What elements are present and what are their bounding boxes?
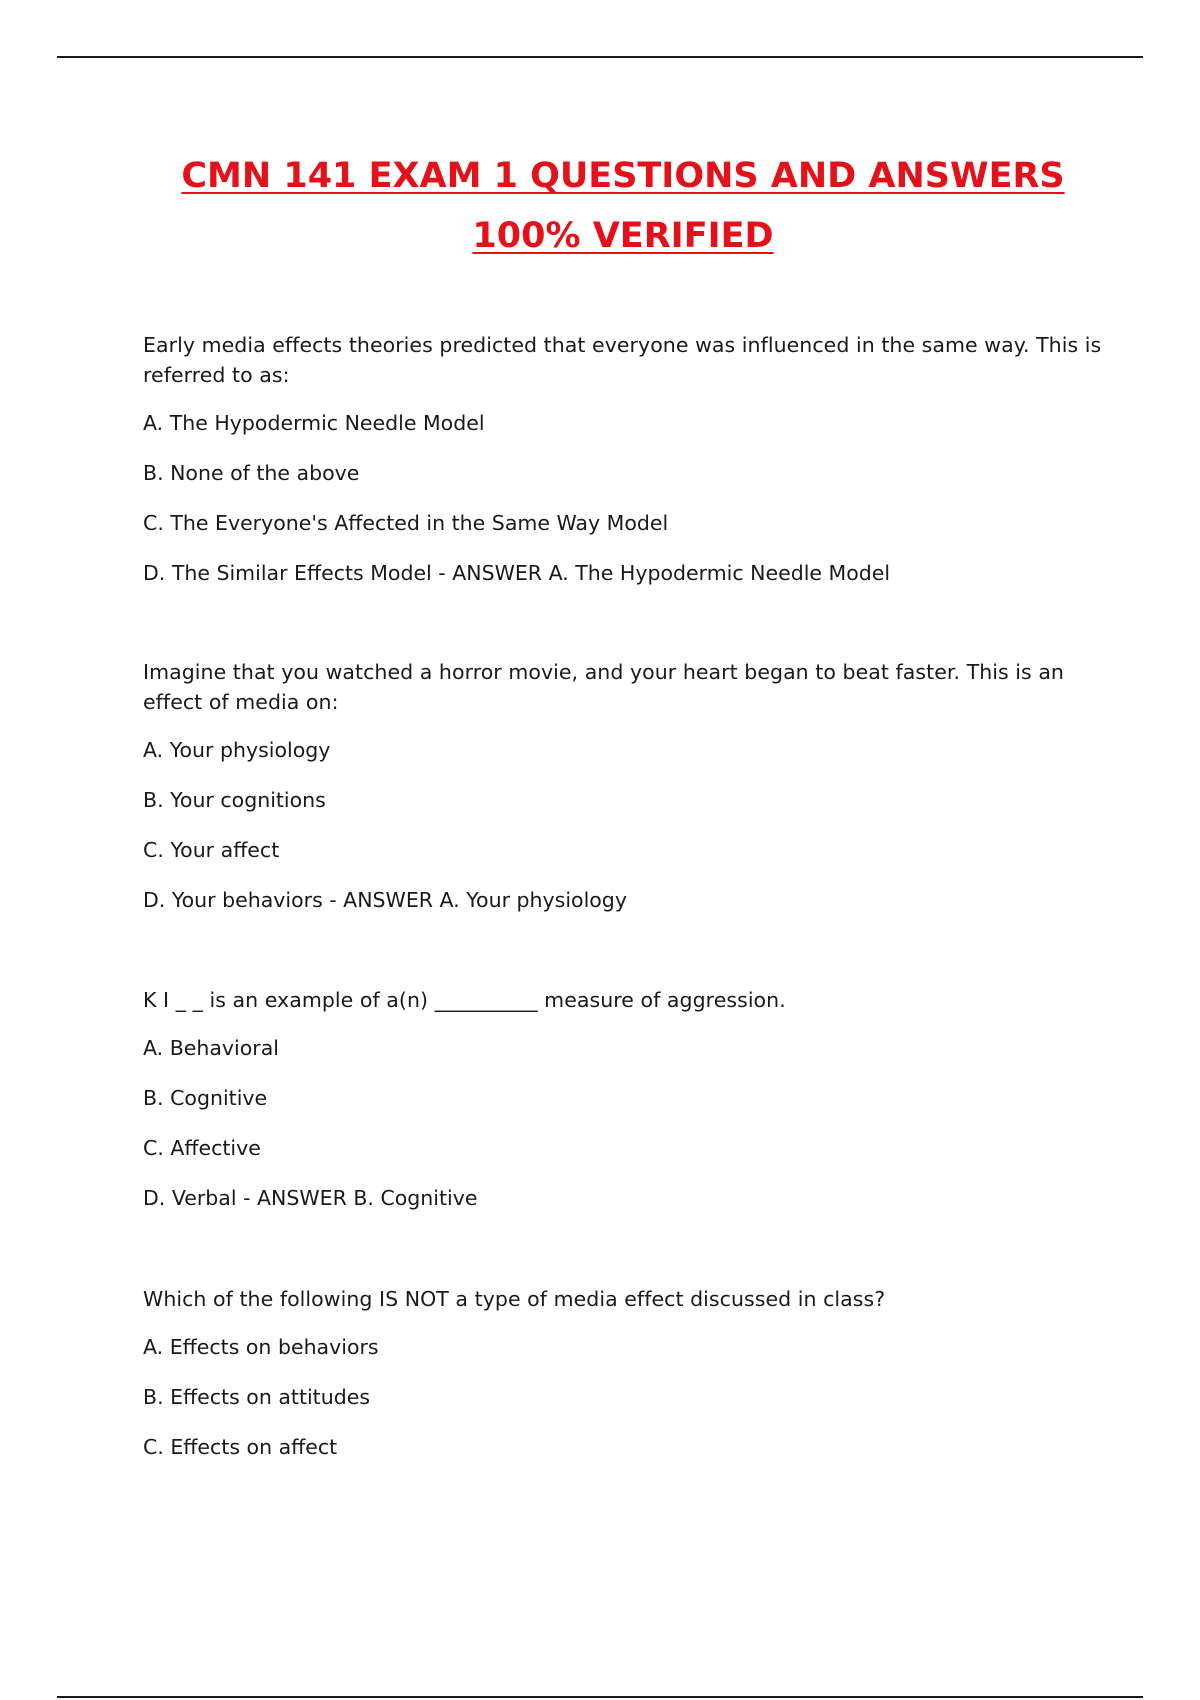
answer-option: A. Your physiology xyxy=(143,738,331,762)
answer-option-with-answer: D. The Similar Effects Model - ANSWER A. The Hypodermic Needle Model xyxy=(143,561,891,585)
question-text: Which of the following IS NOT a type of media effect discussed in class? xyxy=(143,1287,886,1311)
question-text: Early media effects theories predicted that everyone was influenced in the same way. This is referred to as: xyxy=(143,333,1102,387)
answer-option: C. Effects on affect xyxy=(143,1435,338,1459)
answer-option: A. Effects on behaviors xyxy=(143,1335,379,1359)
question-text: Imagine that you watched a horror movie, and your heart began to beat faster. This is an effect of media on: xyxy=(143,660,1064,714)
title-line-1: CMN 141 EXAM 1 QUESTIONS AND ANSWERS xyxy=(181,156,1065,196)
document-title xyxy=(0,146,1200,266)
question-block-2 xyxy=(143,657,1103,935)
answer-option: B. Your cognitions xyxy=(143,788,326,812)
question-block-3 xyxy=(143,985,1103,1233)
answer-option: B. Cognitive xyxy=(143,1086,268,1110)
answer-option: A. Behavioral xyxy=(143,1036,279,1060)
question-block-1 xyxy=(143,330,1103,608)
answer-option: C. The Everyone's Affected in the Same Way Model xyxy=(143,511,669,535)
top-rule xyxy=(57,56,1143,58)
question-text: K I _ _ is an example of a(n) __________ measure of aggression. xyxy=(143,988,786,1012)
answer-option-with-answer: D. Your behaviors - ANSWER A. Your physiology xyxy=(143,888,627,912)
answer-option: B. Effects on attitudes xyxy=(143,1385,371,1409)
bottom-rule xyxy=(57,1696,1143,1698)
question-block-4 xyxy=(143,1284,1103,1482)
answer-option: C. Affective xyxy=(143,1136,261,1160)
answer-option-with-answer: D. Verbal - ANSWER B. Cognitive xyxy=(143,1186,478,1210)
answer-option: C. Your affect xyxy=(143,838,280,862)
title-line-2: 100% VERIFIED xyxy=(472,216,774,256)
answer-option: B. None of the above xyxy=(143,461,360,485)
answer-option: A. The Hypodermic Needle Model xyxy=(143,411,485,435)
